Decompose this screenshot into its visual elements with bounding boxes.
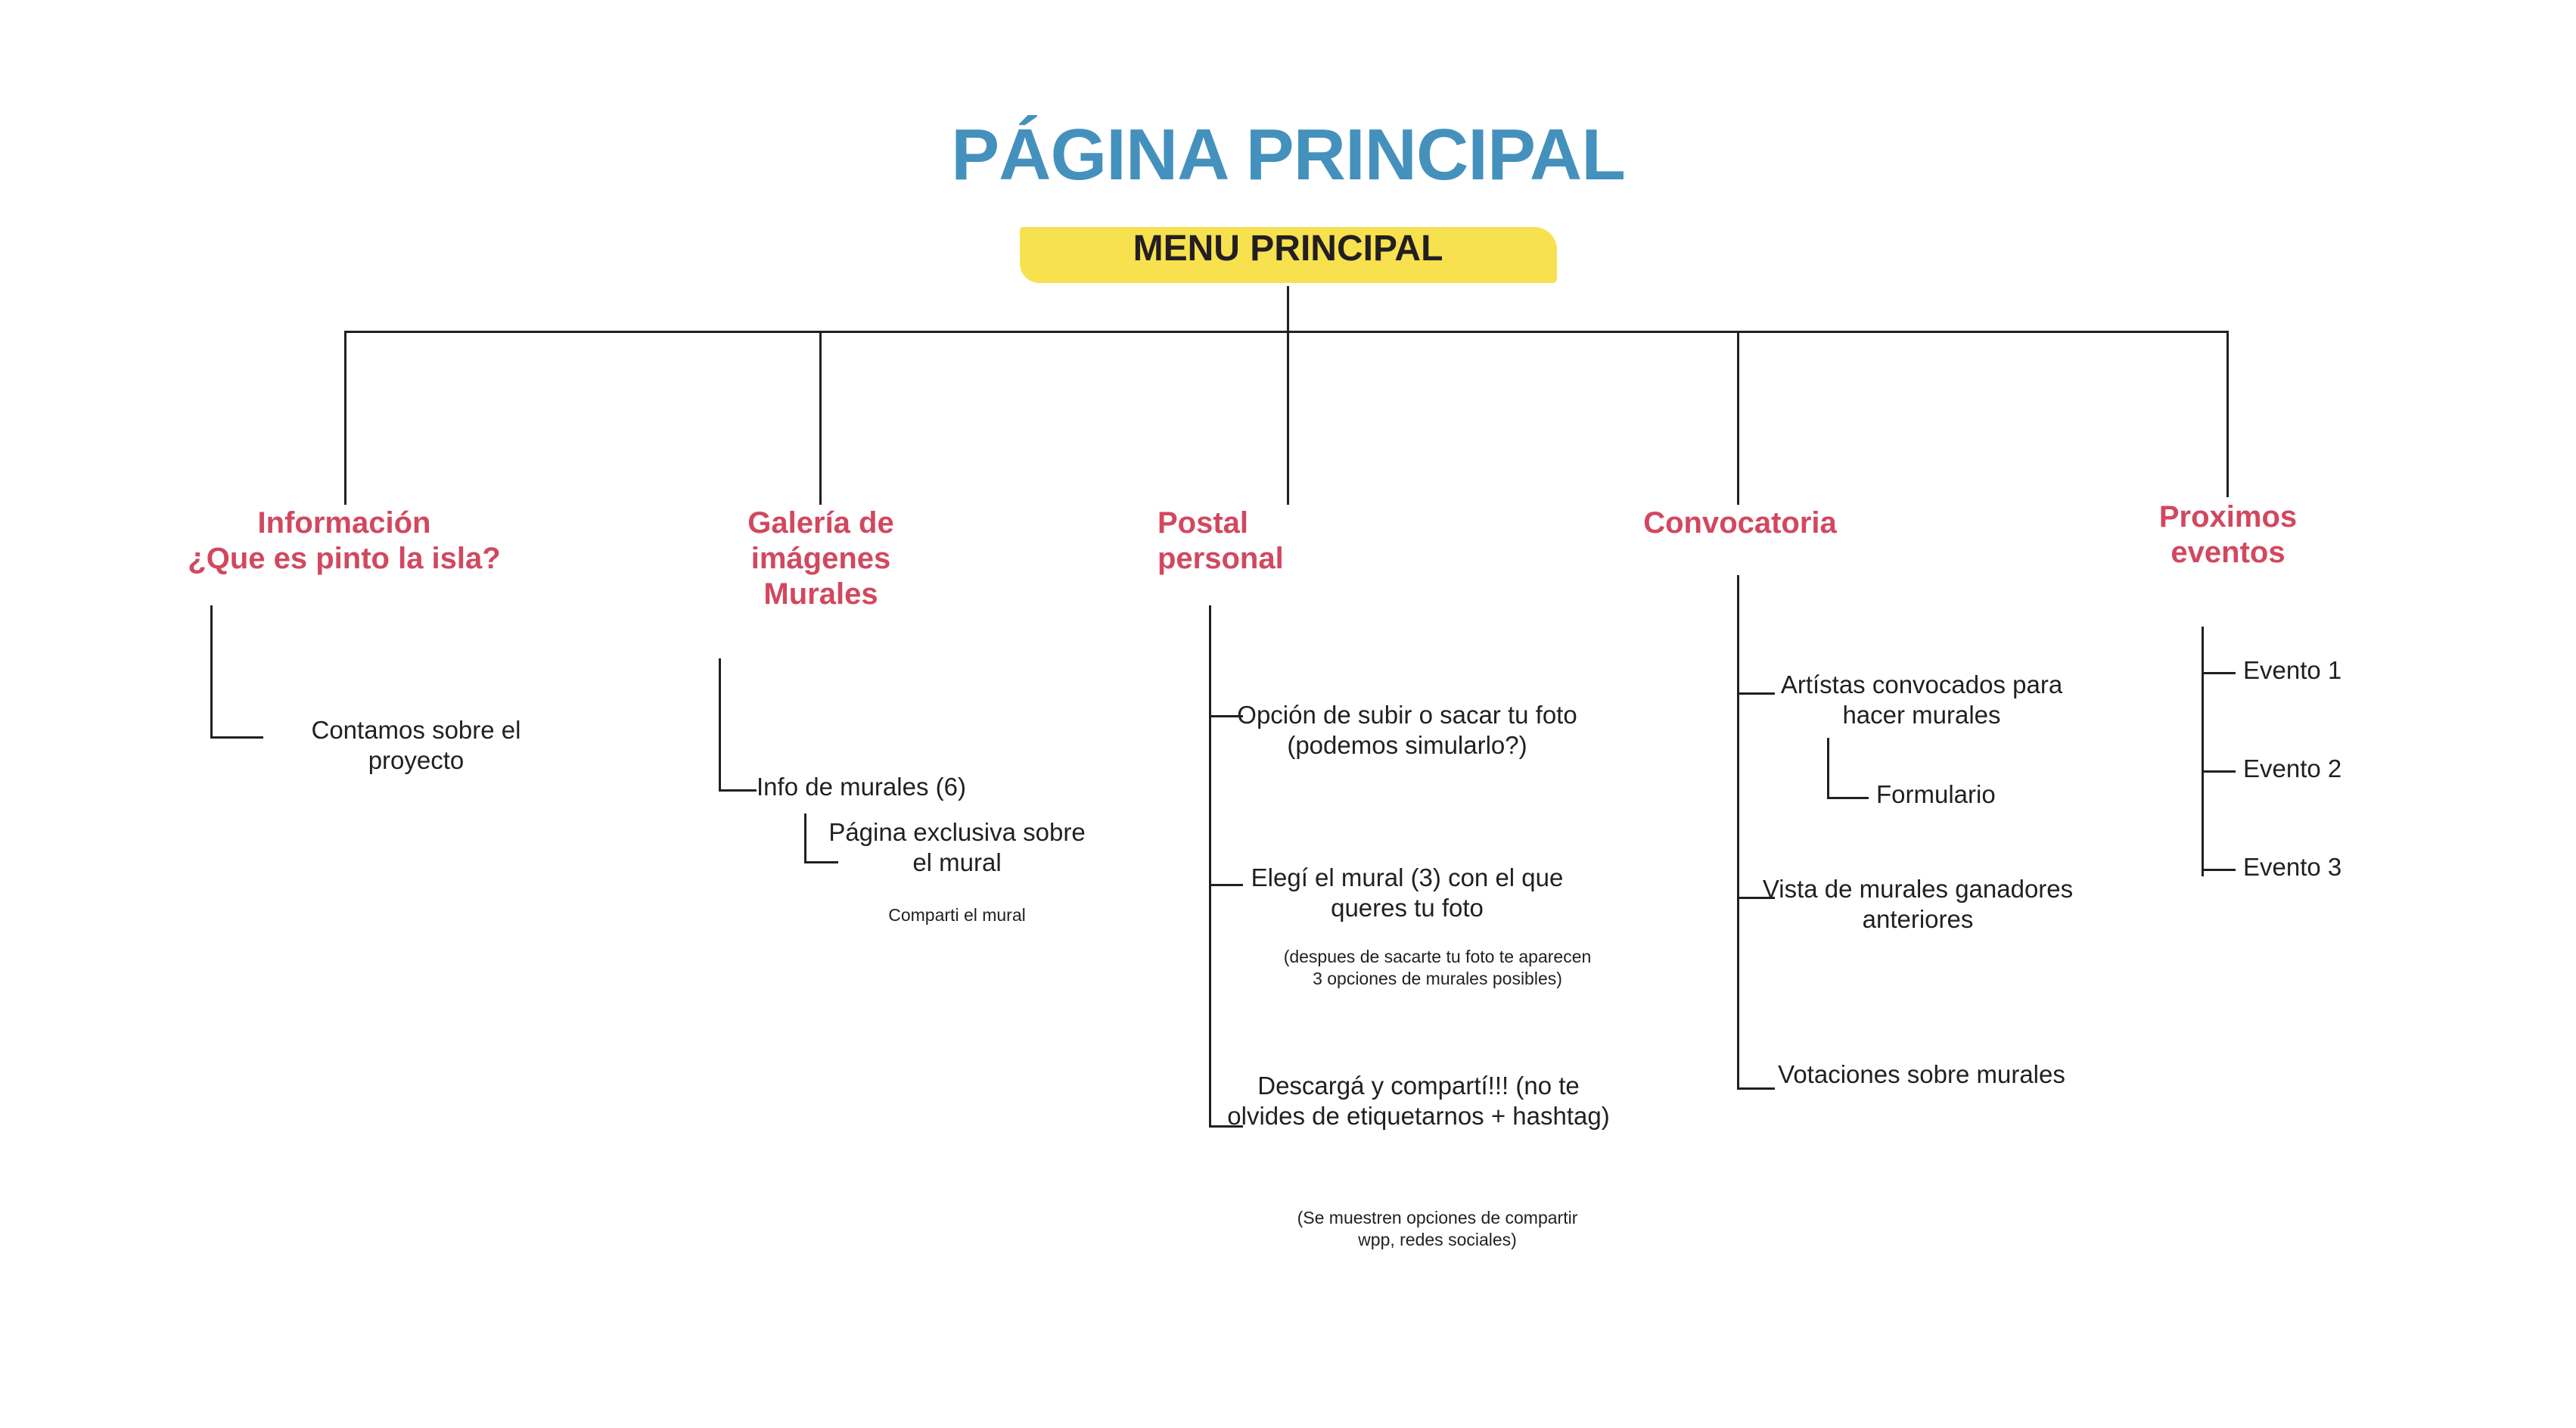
branch-drop-5 [2226, 331, 2229, 497]
branch-title-postal-line1: Postal [1157, 506, 1249, 540]
b2-child2-stem [804, 814, 806, 863]
branch-title-proximos-line1: Proximos [2158, 500, 2298, 534]
leaf-b2-3[interactable]: Comparti el mural [888, 905, 1026, 925]
b3-spine [1209, 605, 1211, 1128]
b4-sub-arm [1827, 797, 1869, 799]
b5-spine [2202, 627, 2204, 876]
branch-title-informacion-line1: Información [257, 506, 431, 540]
leaf-b5-3[interactable]: Evento 3 [2243, 853, 2342, 881]
horizontal-bus [344, 331, 2228, 333]
branch-title-convocatoria[interactable] [1574, 506, 1906, 541]
b5-arm-3 [2202, 869, 2236, 871]
menu-subtitle: MENU PRINCIPAL [1133, 229, 1443, 269]
leaf-b4-4[interactable]: Votaciones sobre murales [1778, 1060, 2065, 1088]
leaf-b3-3[interactable]: (despues de sacarte tu foto te aparecen 3 opciones de murales posibles) [1283, 947, 1592, 988]
b5-arm-2 [2202, 770, 2236, 773]
leaf-b4-3[interactable]: Vista de murales ganadores anteriores [1762, 875, 2074, 933]
leaf-b3-5[interactable]: (Se muestren opciones de compartir wpp, redes sociales) [1297, 1208, 1578, 1249]
branch-drop-4 [1737, 331, 1739, 505]
b1-child-stem [210, 605, 213, 738]
leaf-b1-1[interactable]: Contamos sobre el proyecto [311, 716, 521, 774]
branch-drop-2 [819, 331, 822, 505]
b4-sub-stem [1827, 738, 1829, 798]
branch-title-galeria[interactable] [651, 506, 991, 613]
leaf-b3-4[interactable]: Descargá y compartí!!! (no te olvides de etiquetarnos + hashtag) [1227, 1072, 1610, 1130]
branch-title-postal-line2: personal [1157, 542, 1284, 576]
b2-child1-stem [719, 658, 721, 791]
b2-child1-arm [719, 789, 757, 792]
leaf-b2-1[interactable]: Info de murales (6) [757, 773, 966, 801]
leaf-b3-2[interactable]: Elegí el mural (3) con el que queres tu foto [1251, 863, 1564, 922]
leaf-b4-1[interactable]: Artístas convocados para hacer murales [1780, 670, 2063, 729]
branch-drop-3 [1287, 331, 1289, 505]
branch-title-proximos-eventos[interactable] [2065, 499, 2391, 571]
branch-title-postal[interactable] [1157, 506, 1422, 577]
b4-spine [1737, 575, 1739, 1090]
branch-title-galeria-line2: imágenes [750, 542, 891, 576]
trunk-line [1287, 286, 1289, 331]
branch-title-informacion[interactable] [98, 506, 590, 577]
subtitle-wrap [0, 223, 2576, 275]
branch-title-convocatoria-line1: Convocatoria [1643, 506, 1837, 540]
leaf-b5-2[interactable]: Evento 2 [2243, 754, 2342, 782]
b5-arm-1 [2202, 672, 2236, 674]
leaf-b5-1[interactable]: Evento 1 [2243, 656, 2342, 684]
leaf-b3-1[interactable]: Opción de subir o sacar tu foto (podemos simularlo?) [1237, 701, 1577, 759]
b1-child-arm [210, 736, 263, 739]
branch-title-galeria-line1: Galería de [747, 506, 894, 540]
branch-title-galeria-line3: Murales [763, 577, 878, 611]
branch-title-proximos-line2: eventos [2170, 536, 2285, 570]
leaf-b2-2[interactable]: Página exclusiva sobre el mural [828, 818, 1086, 876]
page-title: PÁGINA PRINCIPAL [951, 114, 1625, 195]
branch-title-informacion-line2: ¿Que es pinto la isla? [188, 542, 501, 576]
branch-drop-1 [344, 331, 346, 505]
leaf-b4-2[interactable]: Formulario [1876, 780, 1996, 808]
